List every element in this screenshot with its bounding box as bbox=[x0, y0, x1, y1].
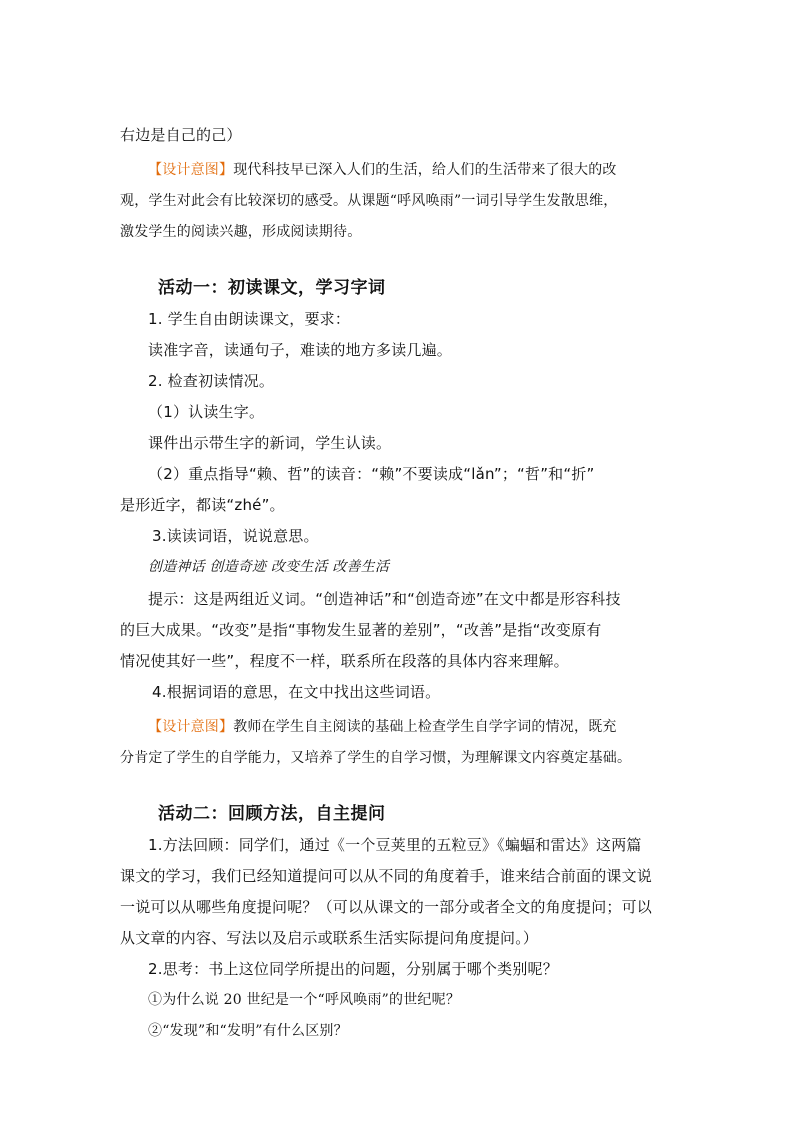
activity-2-step-1-cont-3: 从文章的内容、写法以及启示或联系生活实际提问角度提问。） bbox=[120, 929, 539, 947]
activity-1-step-4: 4.根据词语的意思，在文中找出这些词语。 bbox=[152, 683, 441, 701]
activity-1-substep-1: （1）认读生字。 bbox=[148, 403, 265, 421]
design-intent-1-line-1 bbox=[148, 159, 617, 181]
activity-2-step-1: 1.方法回顾：同学们，通过《一个豆荚里的五粒豆》《蝙蝠和雷达》这两篇 bbox=[148, 836, 642, 854]
design-intent-1-line-2: 观，学生对此会有比较深切的感受。从课题“呼风唤雨”一词引导学生发散思维， bbox=[120, 193, 618, 209]
activity-1-heading: 活动一：初读课文，学习字词 bbox=[158, 278, 386, 298]
activity-1-hint-3: 情况使其好一些”，程度不一样，联系所在段落的具体内容来理解。 bbox=[120, 652, 569, 670]
activity-2-step-2: 2.思考：书上这位同学所提出的问题，分别属于哪个类别呢？ bbox=[148, 960, 558, 978]
design-intent-1-line-3: 激发学生的阅读兴趣，形成阅读期待。 bbox=[120, 224, 362, 240]
activity-1-substep-2-cont: 是形近字，都读“zhé”。 bbox=[120, 496, 285, 514]
design-intent-tag: 【设计意图】 bbox=[148, 719, 234, 735]
question-2: ②“发现”和“发明”有什么区别？ bbox=[148, 1023, 348, 1039]
paragraph-continuation: 右边是自己的己） bbox=[120, 126, 242, 144]
vocabulary-words: 创造神话 创造奇迹 改变生活 改善生活 bbox=[148, 559, 390, 575]
activity-2-heading: 活动二：回顾方法，自主提问 bbox=[158, 804, 386, 824]
activity-1-step-2: 2. 检查初读情况。 bbox=[148, 372, 275, 390]
activity-1-step-1: 1. 学生自由朗读课文，要求： bbox=[148, 310, 351, 328]
activity-1-step-3: 3.读读词语，说说意思。 bbox=[152, 527, 319, 545]
activity-2-step-1-cont-1: 课文的学习，我们已经知道提问可以从不同的角度着手，谁来结合前面的课文说 bbox=[120, 867, 653, 885]
design-intent-text: 教师在学生自主阅读的基础上检查学生自学字词的情况，既充 bbox=[233, 719, 617, 735]
activity-1-courseware: 课件出示带生字的新词，学生认读。 bbox=[148, 434, 392, 452]
activity-1-hint-2: 的巨大成果。“改变”是指“事物发生显著的差别”，“改善”是指“改变原有 bbox=[120, 621, 602, 639]
activity-1-substep-2: （2）重点指导“赖、哲”的读音：“赖”不要读成“lǎn”；“哲”和“折” bbox=[148, 465, 595, 483]
design-intent-2-line-1 bbox=[148, 716, 617, 738]
activity-1-requirement: 读准字音，读通句子，难读的地方多读几遍。 bbox=[148, 341, 453, 359]
design-intent-text: 现代科技早已深入人们的生活，给人们的生活带来了很大的改 bbox=[233, 162, 617, 178]
activity-2-step-1-cont-2: 一说可以从哪些角度提问呢？（可以从课文的一部分或者全文的角度提问；可以 bbox=[120, 898, 653, 916]
question-1: ①为什么说 20 世纪是一个“呼风唤雨”的世纪呢？ bbox=[148, 992, 461, 1008]
design-intent-2-line-2: 分肯定了学生的自学能力，又培养了学生的自学习惯，为理解课文内容奠定基础。 bbox=[120, 750, 632, 766]
activity-1-hint-1: 提示：这是两组近义词。“创造神话”和“创造奇迹”在文中都是形容科技 bbox=[148, 590, 621, 608]
design-intent-tag: 【设计意图】 bbox=[148, 162, 234, 178]
